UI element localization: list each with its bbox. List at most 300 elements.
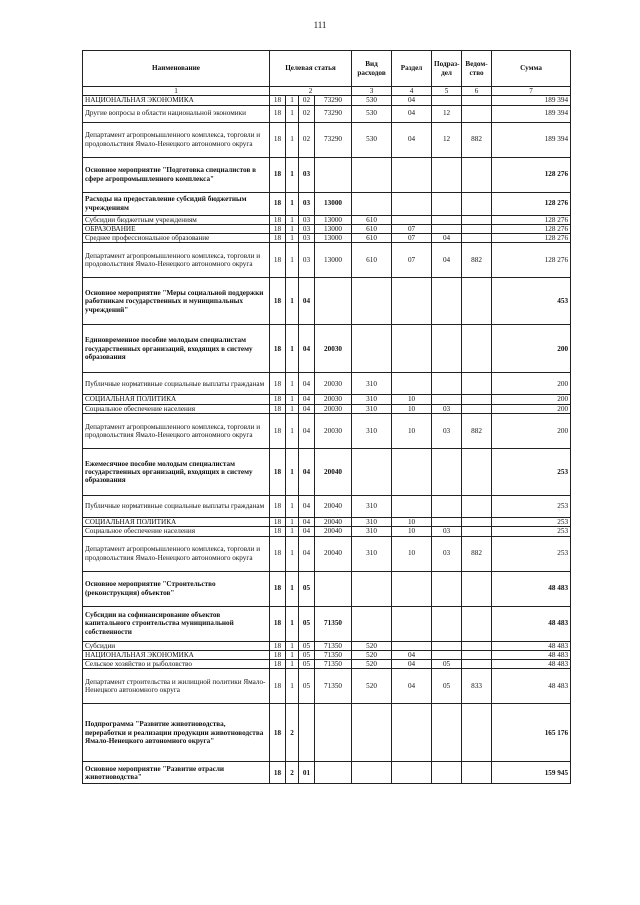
cell-subprogram: 1: [286, 395, 299, 404]
cell-direction: 20040: [315, 527, 352, 536]
cell-program: 18: [270, 234, 286, 243]
row-name: Социальное обеспечение населения: [83, 527, 270, 536]
cell-vedomstvo: [462, 448, 492, 495]
cell-measure: 03: [299, 234, 315, 243]
cell-razdel: [392, 641, 432, 650]
cell-program: 18: [270, 325, 286, 373]
cell-measure: 04: [299, 448, 315, 495]
cell-program: 18: [270, 395, 286, 404]
cell-direction: 71350: [315, 650, 352, 659]
cell-measure: 05: [299, 571, 315, 606]
cell-razdel: 07: [392, 243, 432, 278]
cell-vedomstvo: [462, 373, 492, 395]
row-name: Субсидии бюджетным учреждениям: [83, 215, 270, 224]
cell-direction: 13000: [315, 215, 352, 224]
table-row: [83, 325, 571, 373]
cell-podrazdel: 04: [432, 243, 462, 278]
cell-program: 18: [270, 571, 286, 606]
cell-razdel: [392, 278, 432, 325]
cell-subprogram: 1: [286, 517, 299, 526]
cell-vedomstvo: [462, 96, 492, 105]
cell-podrazdel: 04: [432, 234, 462, 243]
cell-vid: 520: [352, 660, 392, 669]
index-cell: 6: [462, 87, 492, 96]
cell-measure: 04: [299, 325, 315, 373]
cell-podrazdel: [432, 762, 462, 784]
table-row: [83, 606, 571, 641]
row-name: Основное мероприятие "Меры социальной поддержки работникам государственных и муниципальных учреждений": [83, 278, 270, 325]
cell-vid: [352, 192, 392, 215]
cell-summa: 165 176: [492, 704, 571, 762]
cell-measure: 05: [299, 650, 315, 659]
table-row: [83, 641, 571, 650]
cell-podrazdel: 03: [432, 404, 462, 413]
cell-direction: 71350: [315, 660, 352, 669]
cell-program: 18: [270, 762, 286, 784]
row-name: Основное мероприятие "Развитие отрасли животноводства": [83, 762, 270, 784]
cell-vid: [352, 762, 392, 784]
cell-vedomstvo: [462, 234, 492, 243]
cell-summa: 253: [492, 448, 571, 495]
cell-subprogram: 1: [286, 325, 299, 373]
cell-measure: 04: [299, 495, 315, 517]
cell-vid: 310: [352, 527, 392, 536]
cell-summa: 48 483: [492, 660, 571, 669]
table-row: [83, 192, 571, 215]
table-row: [83, 762, 571, 784]
index-row: [83, 87, 571, 96]
cell-subprogram: 1: [286, 571, 299, 606]
table-row: [83, 122, 571, 157]
cell-program: 18: [270, 122, 286, 157]
cell-razdel: 04: [392, 669, 432, 704]
cell-razdel: 10: [392, 395, 432, 404]
cell-subprogram: 1: [286, 243, 299, 278]
cell-podrazdel: [432, 157, 462, 192]
cell-measure: 04: [299, 527, 315, 536]
cell-podrazdel: 05: [432, 660, 462, 669]
cell-direction: [315, 762, 352, 784]
table-row: [83, 448, 571, 495]
cell-measure: 04: [299, 517, 315, 526]
table-body: [83, 96, 571, 784]
cell-podrazdel: [432, 704, 462, 762]
cell-subprogram: 1: [286, 495, 299, 517]
cell-vedomstvo: [462, 278, 492, 325]
cell-measure: 05: [299, 606, 315, 641]
table-row: [83, 234, 571, 243]
cell-razdel: 07: [392, 224, 432, 233]
header-summa: Сумма: [492, 51, 571, 87]
cell-subprogram: 1: [286, 527, 299, 536]
cell-program: 18: [270, 704, 286, 762]
cell-summa: 128 276: [492, 243, 571, 278]
index-cell: 5: [432, 87, 462, 96]
cell-vedomstvo: [462, 571, 492, 606]
row-name: Социальное обеспечение населения: [83, 404, 270, 413]
cell-program: 18: [270, 243, 286, 278]
cell-vid: 310: [352, 404, 392, 413]
cell-summa: 128 276: [492, 234, 571, 243]
cell-direction: 13000: [315, 192, 352, 215]
cell-subprogram: 1: [286, 278, 299, 325]
row-name: Департамент агропромышленного комплекса, торговли и продовольствия Ямало-Ненецкого автономного округа: [83, 122, 270, 157]
cell-vedomstvo: 882: [462, 536, 492, 571]
row-name: Ежемесячное пособие молодым специалистам государственных организаций, входящих в систему образования: [83, 448, 270, 495]
cell-direction: [315, 278, 352, 325]
cell-vedomstvo: [462, 224, 492, 233]
header-row: [83, 51, 571, 87]
cell-vedomstvo: [462, 650, 492, 659]
cell-vid: 530: [352, 105, 392, 122]
cell-podrazdel: [432, 215, 462, 224]
cell-summa: 48 483: [492, 650, 571, 659]
cell-razdel: [392, 325, 432, 373]
cell-direction: 20040: [315, 536, 352, 571]
row-name: Субсидии на софинансирование объектов капитального строительства муниципальной собственности: [83, 606, 270, 641]
cell-program: 18: [270, 157, 286, 192]
index-cell: 1: [83, 87, 270, 96]
cell-subprogram: 1: [286, 606, 299, 641]
cell-subprogram: 2: [286, 762, 299, 784]
cell-direction: 13000: [315, 224, 352, 233]
cell-razdel: [392, 192, 432, 215]
cell-program: 18: [270, 448, 286, 495]
cell-measure: 03: [299, 215, 315, 224]
cell-summa: 200: [492, 395, 571, 404]
row-name: Субсидии: [83, 641, 270, 650]
cell-vid: 530: [352, 96, 392, 105]
cell-summa: 253: [492, 527, 571, 536]
cell-podrazdel: 03: [432, 527, 462, 536]
cell-vedomstvo: [462, 404, 492, 413]
cell-summa: 48 483: [492, 606, 571, 641]
cell-vid: 520: [352, 650, 392, 659]
table-row: [83, 571, 571, 606]
cell-razdel: 04: [392, 122, 432, 157]
cell-podrazdel: [432, 278, 462, 325]
row-name: Публичные нормативные социальные выплаты гражданам: [83, 495, 270, 517]
table-row: [83, 373, 571, 395]
cell-measure: 04: [299, 404, 315, 413]
cell-measure: 03: [299, 224, 315, 233]
cell-subprogram: 1: [286, 373, 299, 395]
cell-summa: 453: [492, 278, 571, 325]
cell-razdel: 10: [392, 413, 432, 448]
cell-summa: 159 945: [492, 762, 571, 784]
page-number: 111: [313, 20, 327, 30]
cell-vedomstvo: [462, 641, 492, 650]
cell-razdel: 10: [392, 517, 432, 526]
cell-razdel: 10: [392, 536, 432, 571]
cell-razdel: [392, 373, 432, 395]
cell-measure: [299, 704, 315, 762]
cell-vedomstvo: [462, 157, 492, 192]
cell-direction: 20030: [315, 373, 352, 395]
cell-vedomstvo: [462, 215, 492, 224]
cell-direction: 20030: [315, 325, 352, 373]
row-name: Сельское хозяйство и рыболовство: [83, 660, 270, 669]
cell-podrazdel: 03: [432, 536, 462, 571]
row-name: НАЦИОНАЛЬНАЯ ЭКОНОМИКА: [83, 96, 270, 105]
cell-vid: 310: [352, 536, 392, 571]
cell-vedomstvo: 833: [462, 669, 492, 704]
cell-subprogram: 1: [286, 641, 299, 650]
cell-subprogram: 1: [286, 192, 299, 215]
cell-summa: 253: [492, 517, 571, 526]
cell-vedomstvo: [462, 517, 492, 526]
table-row: [83, 395, 571, 404]
cell-summa: 48 483: [492, 571, 571, 606]
cell-direction: 20040: [315, 517, 352, 526]
cell-vid: [352, 448, 392, 495]
cell-podrazdel: [432, 495, 462, 517]
cell-vedomstvo: [462, 395, 492, 404]
cell-summa: 200: [492, 413, 571, 448]
row-name: СОЦИАЛЬНАЯ ПОЛИТИКА: [83, 395, 270, 404]
cell-razdel: [392, 448, 432, 495]
cell-program: 18: [270, 517, 286, 526]
table-row: [83, 105, 571, 122]
row-name: Основное мероприятие "Строительство (реконструкция) объектов": [83, 571, 270, 606]
cell-vedomstvo: [462, 105, 492, 122]
cell-program: 18: [270, 660, 286, 669]
header-target: Целевая статья: [270, 51, 352, 87]
cell-razdel: [392, 762, 432, 784]
cell-program: 18: [270, 495, 286, 517]
cell-program: 18: [270, 278, 286, 325]
row-name: Департамент агропромышленного комплекса, торговли и продовольствия Ямало-Ненецкого автономного округа: [83, 413, 270, 448]
row-name: Среднее профессиональное образование: [83, 234, 270, 243]
row-name: Департамент строительства и жилищной политики Ямало-Ненецкого автономного округа: [83, 669, 270, 704]
cell-direction: 73290: [315, 105, 352, 122]
cell-program: 18: [270, 224, 286, 233]
cell-podrazdel: [432, 641, 462, 650]
cell-direction: 20030: [315, 404, 352, 413]
row-name: Публичные нормативные социальные выплаты гражданам: [83, 373, 270, 395]
cell-subprogram: 1: [286, 413, 299, 448]
index-cell: 7: [492, 87, 571, 96]
cell-subprogram: 1: [286, 660, 299, 669]
cell-vid: [352, 278, 392, 325]
cell-measure: 05: [299, 660, 315, 669]
row-name: Расходы на предоставление субсидий бюджетным учреждениям: [83, 192, 270, 215]
cell-measure: 03: [299, 192, 315, 215]
table-row: [83, 495, 571, 517]
index-cell: 2: [270, 87, 352, 96]
table-row: [83, 96, 571, 105]
cell-subprogram: 1: [286, 215, 299, 224]
cell-podrazdel: 12: [432, 122, 462, 157]
cell-razdel: 07: [392, 234, 432, 243]
cell-subprogram: 1: [286, 536, 299, 571]
cell-subprogram: 1: [286, 448, 299, 495]
cell-direction: 13000: [315, 234, 352, 243]
table-row: [83, 517, 571, 526]
cell-summa: 128 276: [492, 192, 571, 215]
table-row: [83, 157, 571, 192]
cell-vid: [352, 571, 392, 606]
table-row: [83, 660, 571, 669]
cell-summa: 253: [492, 536, 571, 571]
cell-razdel: [392, 704, 432, 762]
cell-vedomstvo: [462, 762, 492, 784]
cell-summa: 200: [492, 373, 571, 395]
cell-vid: [352, 157, 392, 192]
cell-podrazdel: 03: [432, 413, 462, 448]
header-vedomstvo: Ведом-ство: [462, 51, 492, 87]
header-razdel: Раздел: [392, 51, 432, 87]
cell-vid: [352, 606, 392, 641]
table-row: [83, 404, 571, 413]
cell-razdel: [392, 495, 432, 517]
cell-program: 18: [270, 404, 286, 413]
cell-direction: 13000: [315, 243, 352, 278]
cell-direction: 71350: [315, 606, 352, 641]
cell-vid: 310: [352, 413, 392, 448]
row-name: НАЦИОНАЛЬНАЯ ЭКОНОМИКА: [83, 650, 270, 659]
cell-subprogram: 1: [286, 669, 299, 704]
header-podrazdel: Подраз-дел: [432, 51, 462, 87]
cell-subprogram: 1: [286, 105, 299, 122]
row-name: Департамент агропромышленного комплекса, торговли и продовольствия Ямало-Ненецкого автономного округа: [83, 536, 270, 571]
cell-vedomstvo: [462, 660, 492, 669]
cell-measure: 02: [299, 122, 315, 157]
cell-direction: 73290: [315, 96, 352, 105]
cell-vedomstvo: [462, 325, 492, 373]
row-name: Департамент агропромышленного комплекса, торговли и продовольствия Ямало-Ненецкого автономного округа: [83, 243, 270, 278]
cell-vedomstvo: [462, 606, 492, 641]
index-cell: 4: [392, 87, 432, 96]
cell-program: 18: [270, 606, 286, 641]
cell-razdel: 04: [392, 96, 432, 105]
cell-razdel: 04: [392, 660, 432, 669]
cell-program: 18: [270, 413, 286, 448]
cell-summa: 189 394: [492, 105, 571, 122]
cell-subprogram: 1: [286, 96, 299, 105]
cell-measure: 05: [299, 641, 315, 650]
cell-summa: 253: [492, 495, 571, 517]
cell-measure: 05: [299, 669, 315, 704]
cell-razdel: 04: [392, 105, 432, 122]
cell-measure: 02: [299, 96, 315, 105]
cell-razdel: [392, 215, 432, 224]
cell-vedomstvo: [462, 192, 492, 215]
table-row: [83, 669, 571, 704]
cell-razdel: 10: [392, 404, 432, 413]
cell-vid: 610: [352, 243, 392, 278]
cell-direction: 71350: [315, 669, 352, 704]
cell-podrazdel: [432, 650, 462, 659]
cell-vid: 310: [352, 517, 392, 526]
cell-podrazdel: [432, 395, 462, 404]
cell-razdel: [392, 571, 432, 606]
cell-summa: 189 394: [492, 122, 571, 157]
row-name: Единовременное пособие молодым специалистам государственных организаций, входящих в систему образования: [83, 325, 270, 373]
budget-table: [82, 50, 571, 784]
cell-direction: [315, 571, 352, 606]
cell-razdel: [392, 606, 432, 641]
table-row: [83, 650, 571, 659]
cell-summa: 128 276: [492, 215, 571, 224]
cell-subprogram: 1: [286, 157, 299, 192]
cell-subprogram: 2: [286, 704, 299, 762]
cell-program: 18: [270, 373, 286, 395]
cell-podrazdel: [432, 373, 462, 395]
cell-vedomstvo: [462, 495, 492, 517]
cell-measure: 03: [299, 243, 315, 278]
table-row: [83, 527, 571, 536]
cell-vid: 610: [352, 215, 392, 224]
cell-vedomstvo: [462, 527, 492, 536]
cell-podrazdel: [432, 571, 462, 606]
cell-direction: 20030: [315, 395, 352, 404]
cell-subprogram: 1: [286, 404, 299, 413]
cell-direction: 71350: [315, 641, 352, 650]
cell-summa: 128 276: [492, 224, 571, 233]
cell-direction: 73290: [315, 122, 352, 157]
cell-vedomstvo: 882: [462, 122, 492, 157]
table-row: [83, 704, 571, 762]
cell-podrazdel: [432, 96, 462, 105]
cell-program: 18: [270, 650, 286, 659]
cell-razdel: 10: [392, 527, 432, 536]
cell-summa: 189 394: [492, 96, 571, 105]
cell-program: 18: [270, 527, 286, 536]
cell-podrazdel: [432, 192, 462, 215]
table-row: [83, 278, 571, 325]
index-cell: 3: [352, 87, 392, 96]
cell-measure: 01: [299, 762, 315, 784]
cell-measure: 04: [299, 536, 315, 571]
cell-podrazdel: [432, 606, 462, 641]
row-name: ОБРАЗОВАНИЕ: [83, 224, 270, 233]
row-name: Подпрограмма "Развитие животноводства, переработки и реализации продукции животноводства Ямало-Ненецкого автономного округа": [83, 704, 270, 762]
table-row: [83, 413, 571, 448]
cell-vid: 310: [352, 495, 392, 517]
cell-vid: 520: [352, 641, 392, 650]
cell-summa: 200: [492, 404, 571, 413]
cell-podrazdel: [432, 224, 462, 233]
cell-program: 18: [270, 536, 286, 571]
cell-summa: 48 483: [492, 669, 571, 704]
cell-program: 18: [270, 96, 286, 105]
cell-program: 18: [270, 192, 286, 215]
cell-vid: [352, 325, 392, 373]
cell-direction: 20040: [315, 448, 352, 495]
cell-razdel: 04: [392, 650, 432, 659]
cell-program: 18: [270, 641, 286, 650]
cell-measure: 04: [299, 413, 315, 448]
cell-measure: 04: [299, 395, 315, 404]
cell-vedomstvo: 882: [462, 413, 492, 448]
cell-measure: 02: [299, 105, 315, 122]
cell-program: 18: [270, 669, 286, 704]
cell-direction: 20030: [315, 413, 352, 448]
cell-podrazdel: [432, 448, 462, 495]
cell-vedomstvo: [462, 704, 492, 762]
cell-direction: [315, 157, 352, 192]
table-row: [83, 536, 571, 571]
cell-vid: [352, 704, 392, 762]
cell-vid: 610: [352, 234, 392, 243]
cell-summa: 200: [492, 325, 571, 373]
table-row: [83, 224, 571, 233]
cell-summa: 128 276: [492, 157, 571, 192]
cell-vid: 530: [352, 122, 392, 157]
cell-vid: 310: [352, 373, 392, 395]
table-row: [83, 215, 571, 224]
